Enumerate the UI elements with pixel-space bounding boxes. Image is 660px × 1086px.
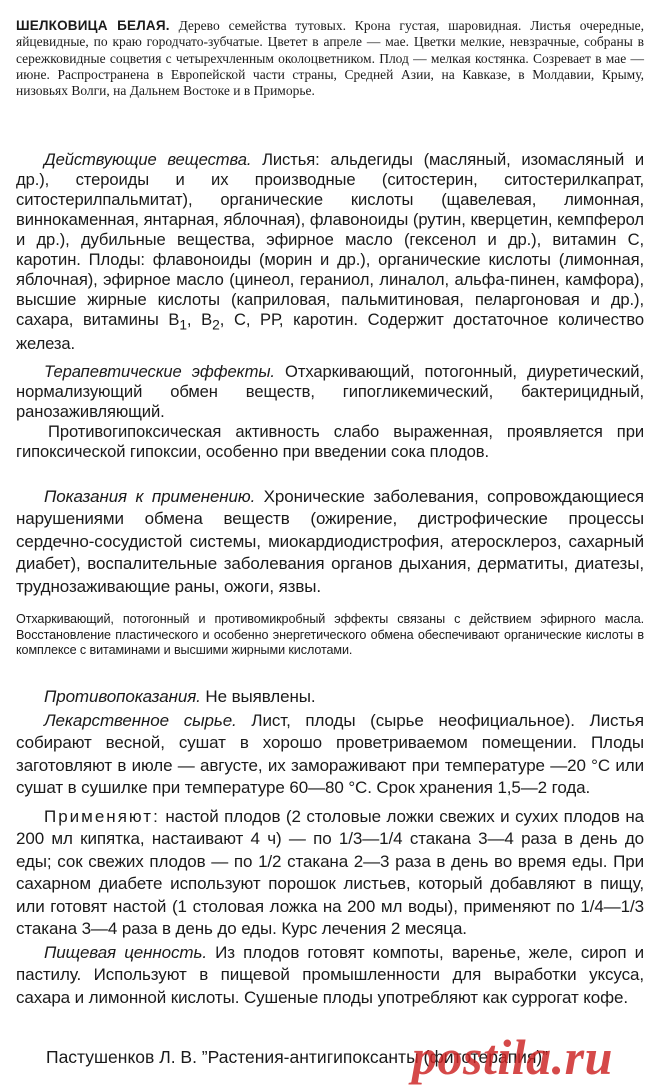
active-substances-text: Листья: альдегиды (масляный, изомасляный и др.), стероиды и их производные (ситостерин, ситостерилкапрат, ситостерилпальмитат), органические кислоты (щавелевая, лимонная, виннокаменная, янтарная, яблочная), флавоноиды (рутин, кверцетин, кемпферол и др.), дубильные вещества, эфирное масло (гексенол и др.), витамин С, каротин. Плоды: флавоноиды (морин и др.), органические кислоты (лимонная, яблочная), эфирное масло (цинеол, гераниол, линалол, альфа-пинен, камфора), высшие жирные кислоты (каприловая, пальмитиновая, пеларгоновая и др.), сахара, витамины B — [16, 150, 645, 329]
effects-note-text: Отхаркивающий, потогонный и противомикробный эффекты связаны с действием эфирного масла. Восстановление пластического и особенно энергетического обмена обеспечивают органические кислоты в комплексе с витаминами и высшими жирными кислотами. — [16, 612, 644, 658]
indications-text: Хронические заболевания, сопровождающиеся нарушениями обмена веществ (ожирение, дистрофические процессы сердечно-сосудистой системы, миокардиодистрофия, атеросклероз, сахарный диабет), воспалительные заболевания органов дыхания, дерматиты, диатезы, труднозаживающие раны, ожоги, язвы. — [16, 487, 644, 596]
usage-label: Применяют: — [44, 807, 160, 826]
raw-material-text: Лист, плоды (сырье неофициальное). Листья собирают весной, сушат в хорошо проветриваемом помещении. Плоды заготовляют в июле — августе, их замораживают при температуре —20 °С или сушат в сушилке при температуре 60—80 °С. Срок хранения 1,5—2 года. — [16, 711, 644, 798]
plant-description-paragraph — [16, 18, 644, 99]
plant-name-heading: ШЕЛКОВИЦА БЕЛАЯ. — [16, 18, 170, 33]
usage-paragraph — [16, 806, 644, 940]
active-substances-text-2: , B — [186, 310, 213, 329]
food-value-text: Из плодов готовят компоты, варенье, желе, сироп и пастилу. Используют в пищевой промышленности для выработки уксуса, сахара и лимонной кислоты. Сушеные плоды употребляют как суррогат кофе. — [16, 943, 644, 1007]
active-substances-text-3: , С, РР, каротин. Содержит достаточное количество железа. — [16, 310, 644, 354]
effects-note-paragraph — [16, 612, 644, 659]
contraindications-label: Противопоказания. — [44, 687, 201, 706]
antihypoxic-activity-text: Противогипоксическая активность слабо выраженная, проявляется при гипоксической гипоксии, особенно при введении сока плодов. — [16, 422, 644, 461]
raw-material-label: Лекарственное сырье. — [44, 711, 237, 730]
site-watermark: postila.ru — [412, 1029, 613, 1085]
usage-text: настой плодов (2 столовые ложки свежих и сухих плодов на 200 мл кипятка, настаивают 4 ч) — по 1/3—1/4 стакана 3—4 раза в день до еды; сок свежих плодов — по 1/2 стакана 2—3 раза в день во время еды. При сахарном диабете используют порошок листьев, который добавляют в пищу, или готовят настой (1 столовая ложка на 200 мл воды), применяют по 1/4—1/3 стакана 3—4 раза в день до еды. Курс лечения 2 месяца. — [16, 807, 645, 939]
antihypoxic-activity-paragraph — [16, 422, 644, 462]
contraindications-paragraph — [16, 686, 644, 708]
active-substances-label: Действующие вещества. — [44, 150, 252, 169]
plant-description-text: Дерево семейства тутовых. Крона густая, шаровидная. Листья очередные, яйцевидные, по краю городчато-зубчатые. Цветет в апреле — мае. Цветки мелкие, невзрачные, собраны в сережковидные соцветия с четырехчленным околоцветником. Плод — мелкая костянка. Созревает в мае — июне. Распространена в Европейской части страны, Средней Азии, на Кавказе, в Молдавии, Крыму, низовьях Волги, на Дальнем Востоке и в Приморье. — [16, 18, 645, 99]
food-value-paragraph — [16, 942, 644, 1009]
therapeutic-effects-paragraph — [16, 362, 644, 422]
indications-paragraph — [16, 486, 644, 598]
raw-material-paragraph — [16, 710, 644, 800]
vitamin-b1-subscript: 1 — [179, 316, 187, 333]
active-substances-paragraph — [16, 150, 644, 354]
food-value-label: Пищевая ценность. — [44, 943, 207, 962]
source-citation: Пастушенков Л. В. ”Растения-антигипоксанты (фитотерапия)” — [46, 1047, 549, 1067]
indications-label: Показания к применению. — [44, 487, 256, 506]
contraindications-text: Не выявлены. — [205, 687, 316, 706]
therapeutic-effects-text: Отхаркивающий, потогонный, диуретический, нормализующий обмен веществ, гипогликемический, бактерицидный, ранозаживляющий. — [16, 362, 644, 421]
vitamin-b2-subscript: 2 — [212, 316, 220, 333]
therapeutic-effects-label: Терапевтические эффекты. — [44, 362, 275, 381]
